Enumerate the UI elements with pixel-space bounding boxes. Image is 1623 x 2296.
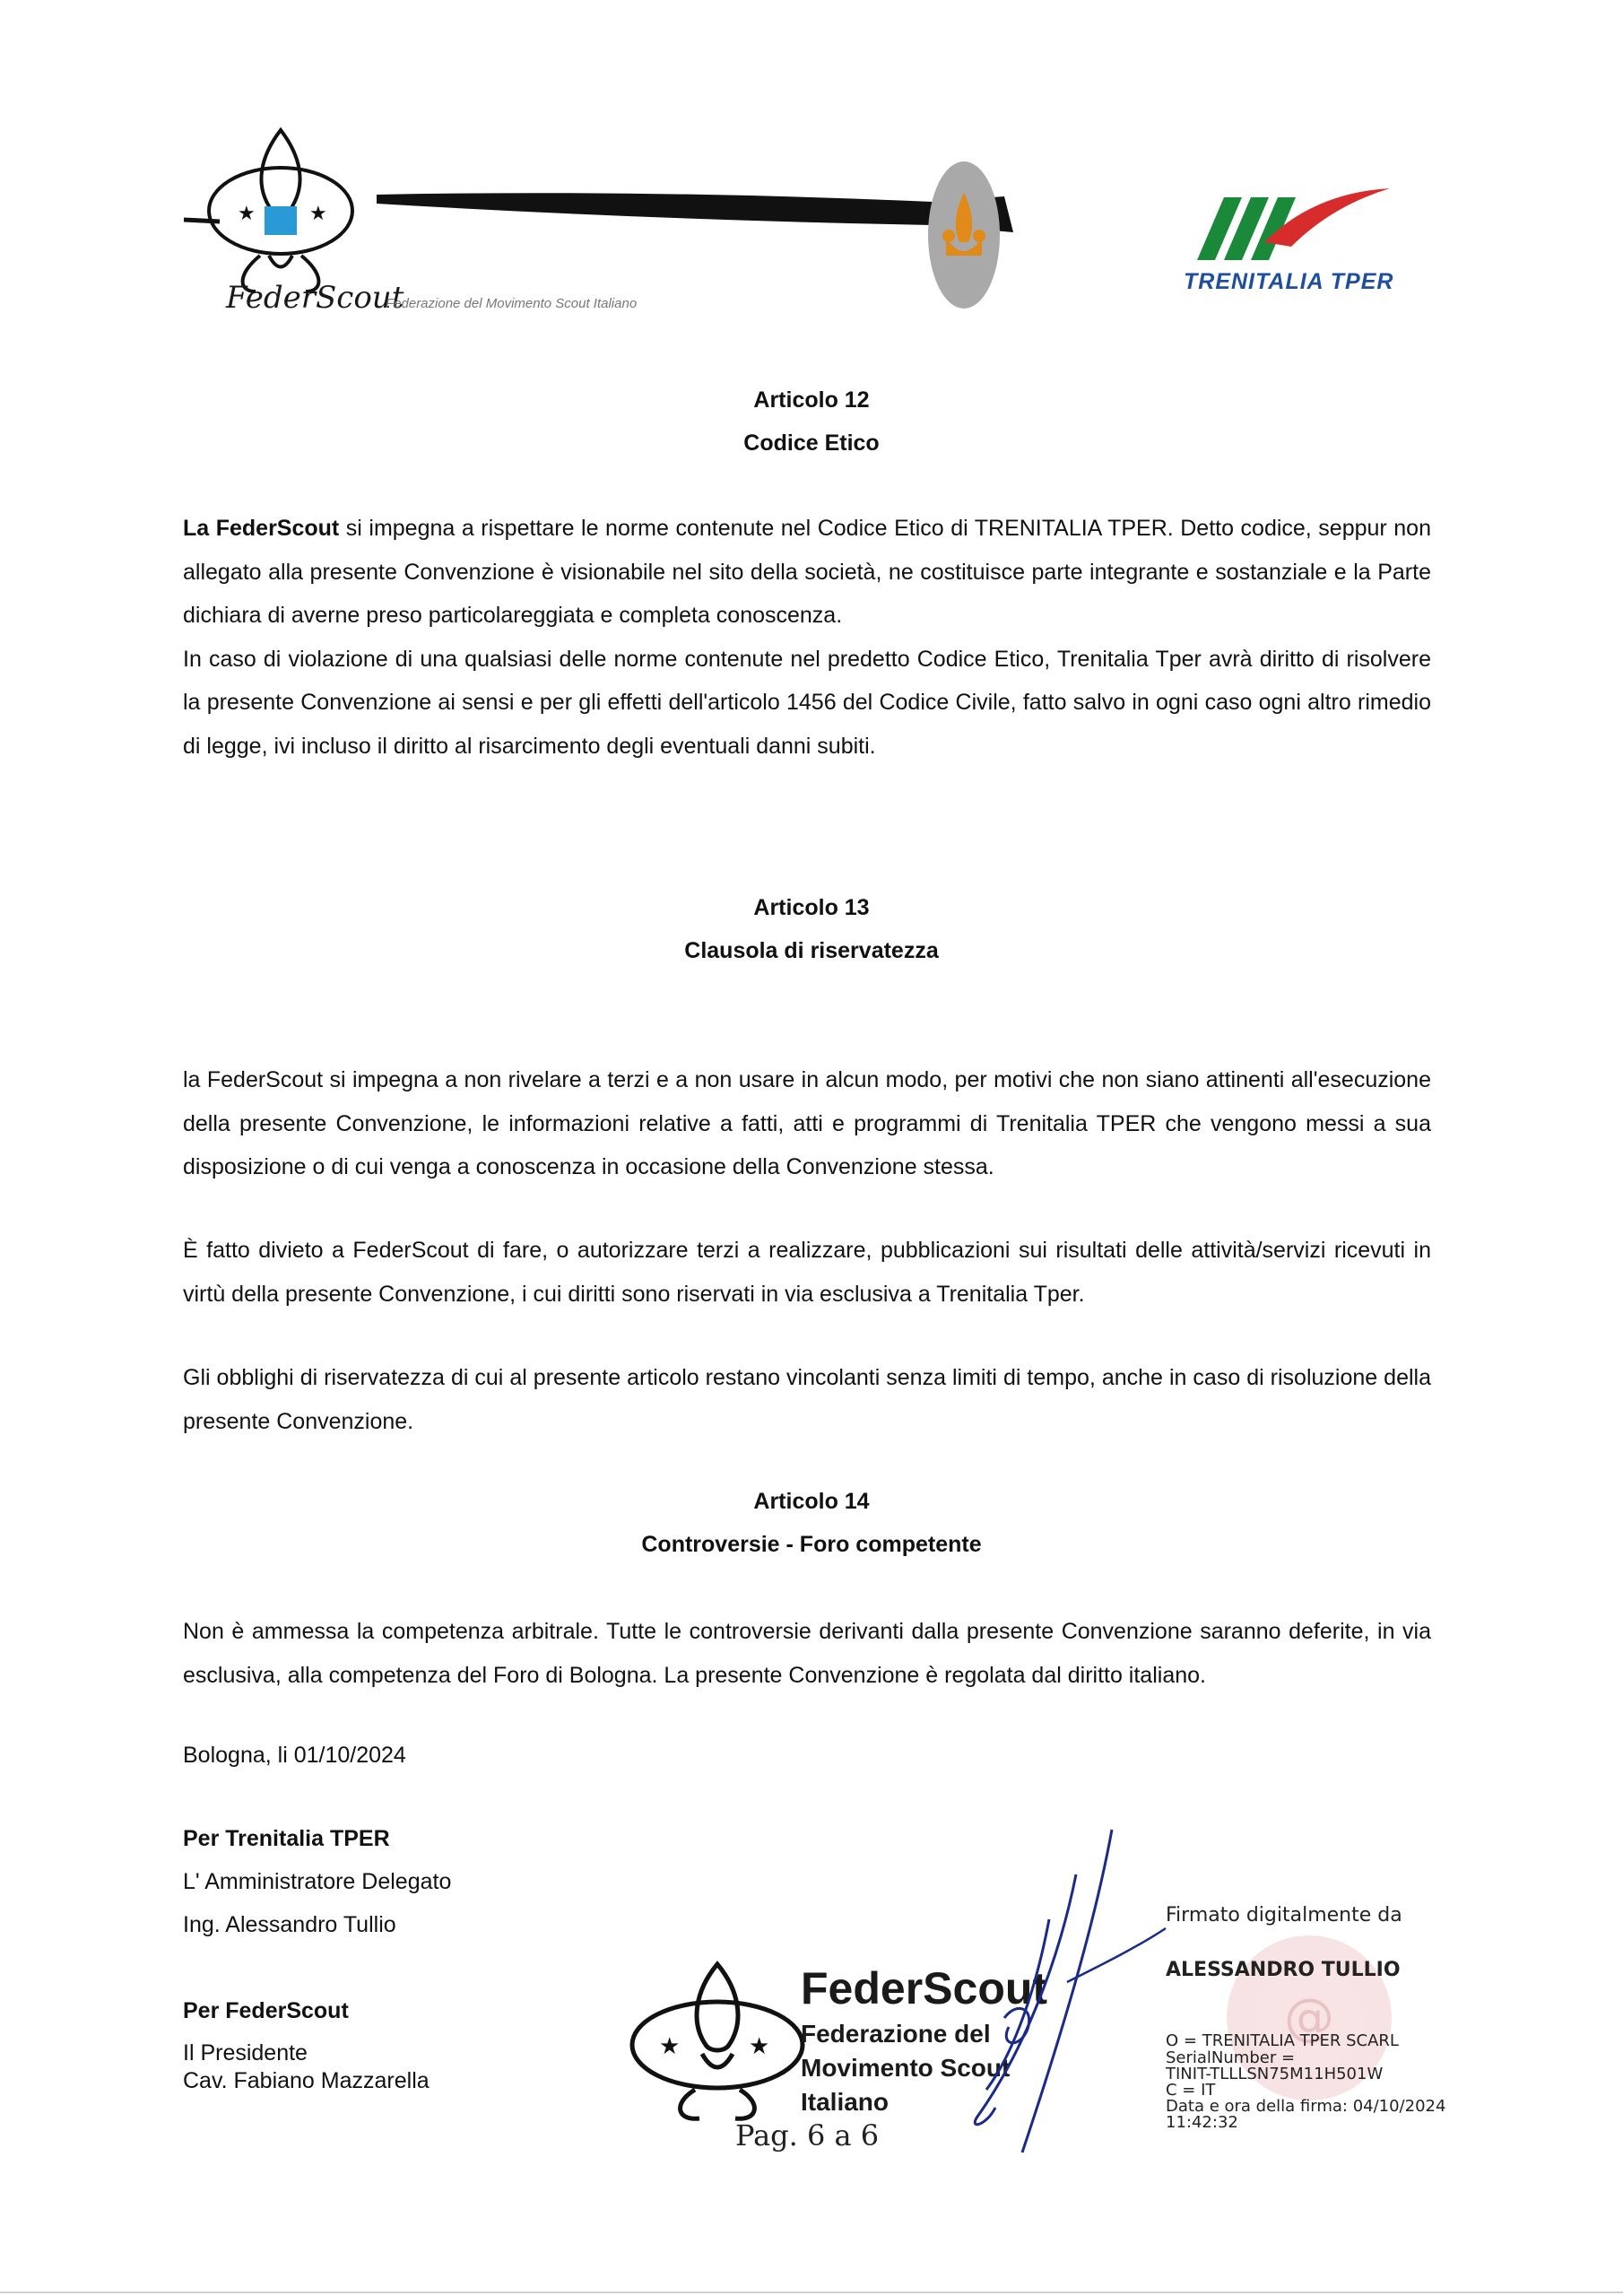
svg-text:★: ★ (238, 202, 256, 224)
trenitalia-signatory-name: Ing. Alessandro Tullio (183, 1912, 396, 1937)
article-12-paragraph: In caso di violazione di una qualsiasi delle norme contenute nel predetto Codice Etico, Trenitalia Tper avrà diritto di risolvere la presente Convenzione ai sensi e per gli effetti dell'articolo 1456 del Codice Civile, fatto salvo in ogni caso ogni altro rimedio di legge, ivi incluso il diritto al risarcimento degli eventuali danni subiti. (183, 646, 1431, 759)
svg-text:★: ★ (309, 202, 327, 224)
stamp-line-3: Italiano (801, 2088, 890, 2116)
digital-signature-label: Firmato digitalmente da (1166, 1904, 1402, 1926)
trenitalia-logo-text: TRENITALIA TPER (1184, 269, 1394, 294)
page-number: Pag. 6 a 6 (735, 2118, 880, 2152)
scout-shield-icon (924, 157, 1004, 314)
article-13-number: Articolo 13 (753, 895, 870, 920)
article-13-paragraph: È fatto divieto a FederScout di fare, o autorizzare terzi a realizzare, pubblicazioni sui risultati delle attività/servizi ricevuti in virtù della presente Convenzione, i cui diritti sono riservati in via esclusiva a Trenitalia Tper. (183, 1238, 1431, 1307)
place-date: Bologna, li 01/10/2024 (183, 1743, 406, 1768)
digital-signature-signer: ALESSANDRO TULLIO (1166, 1959, 1401, 1981)
federscout-logo-text: FederScout (226, 280, 404, 316)
federscout-stamp-fleur-icon (623, 1955, 812, 2126)
svg-text:★: ★ (749, 2032, 770, 2059)
article-13-paragraph: la FederScout si impegna a non rivelare a terzi e a non usare in alcun modo, per motivi che non siano attinenti all'esecuzione della presente Convenzione, le informazioni relative a fatti, atti e programmi di Trenitalia TPER che vengono messi a sua disposizione o di cui venga a conoscenza in occasione della Convenzione stessa. (183, 1067, 1431, 1179)
lead-text: La FederScout (183, 516, 340, 541)
stamp-line-2: Movimento Scout (801, 2054, 1011, 2082)
stamp-title: FederScout (801, 1963, 1048, 2013)
scan-edge-line (0, 2292, 1623, 2293)
digital-signature-serial-label: SerialNumber = (1166, 2048, 1296, 2067)
federscout-signatory-name: Cav. Fabiano Mazzarella (183, 2068, 430, 2093)
article-12-paragraph (183, 507, 1431, 638)
digital-signature-date: Data e ora della firma: 04/10/2024 (1166, 2097, 1446, 2116)
handwritten-signature (843, 1821, 1184, 2170)
trenitalia-logo-icon (1197, 184, 1403, 265)
stamp-line-1: Federazione del (801, 2020, 991, 2048)
svg-text:★: ★ (659, 2032, 681, 2059)
federscout-signatory-heading: Per FederScout (183, 1998, 349, 2023)
article-12-title: Codice Etico (743, 430, 880, 456)
svg-text:@: @ (1284, 1988, 1334, 2047)
digital-signature-serial: TINIT-TLLLSN75M11H501W (1166, 2065, 1384, 2083)
article-14-title: Controversie - Foro competente (641, 1532, 982, 1557)
article-12-number: Articolo 12 (753, 387, 870, 413)
article-14-number: Articolo 14 (753, 1489, 870, 1514)
article-12-body (183, 507, 1431, 768)
federscout-fleur-de-lis-icon (184, 121, 399, 300)
trenitalia-signatory-heading: Per Trenitalia TPER (183, 1826, 390, 1851)
article-14-paragraph: Non è ammessa la competenza arbitrale. Tutte le controversie derivanti dalla presente Convenzione saranno deferite, in via esclusiva, alla competenza del Foro di Bologna. La presente Convenzione è regolata dal diritto italiano. (183, 1619, 1431, 1688)
digital-signature-country: C = IT (1166, 2081, 1216, 2100)
federscout-signatory-role: Il Presidente (183, 2040, 308, 2066)
digital-signature-time: 11:42:32 (1166, 2113, 1238, 2132)
digital-signature-org: O = TRENITALIA TPER SCARL (1166, 2031, 1399, 2050)
paragraph-text: si impegna a rispettare le norme contenute nel Codice Etico di TRENITALIA TPER. Detto codice, seppur non allegato alla presente Convenzione è visionabile nel sito della società, ne costituisce parte integrante e sostanziale e la Parte dichiara di averne preso particolareggiata e completa conoscenza. (183, 516, 1431, 628)
trenitalia-signatory-role: L' Amministratore Delegato (183, 1869, 452, 1894)
federscout-logo-tagline: Federazione del Movimento Scout Italiano (386, 296, 638, 311)
article-13-paragraph: Gli obblighi di riservatezza di cui al presente articolo restano vincolanti senza limiti di tempo, anche in caso di risoluzione della presente Convenzione. (183, 1365, 1431, 1434)
article-13-title: Clausola di riservatezza (684, 938, 939, 963)
